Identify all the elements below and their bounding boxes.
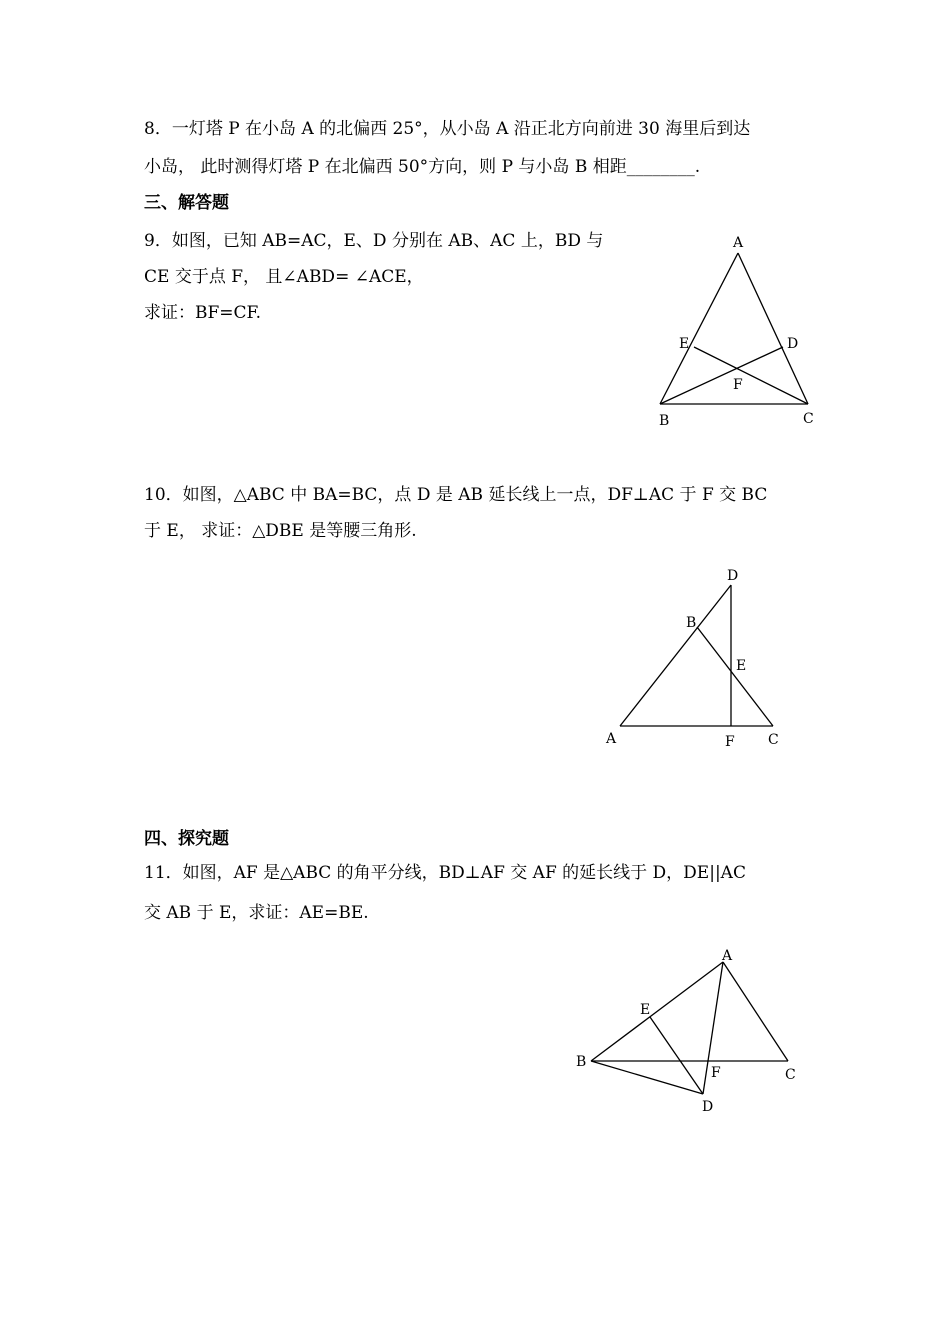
q10-label-c: C — [768, 732, 779, 748]
q9-label-b: B — [659, 413, 670, 429]
q9-figure — [650, 230, 840, 435]
q11-segment-ab — [591, 962, 723, 1061]
q8-line-1: 8．一灯塔 P 在小岛 A 的北偏西 25°，从小岛 A 沿正北方向前进 30 海里后到达 — [144, 119, 751, 139]
q11-segment-ed — [650, 1017, 703, 1094]
q10-label-f: F — [725, 734, 735, 750]
q9-segment-ab — [660, 253, 738, 404]
q10-segment-ad — [620, 585, 731, 726]
q10-line-2: 于 E， 求证：△DBE 是等腰三角形. — [144, 521, 417, 541]
q10-figure — [600, 560, 800, 755]
q9-line-2: CE 交于点 F， 且∠ABD= ∠ACE， — [144, 267, 424, 287]
q11-line-1: 11．如图，AF 是△ABC 的角平分线，BD⊥AF 交 AF 的延长线于 D，DE||AC — [144, 863, 746, 883]
q9-label-f: F — [733, 377, 743, 393]
q9-label-d: D — [787, 336, 799, 352]
q10-line-1: 10．如图，△ABC 中 BA=BC，点 D 是 AB 延长线上一点，DF⊥AC 于 F 交 BC — [144, 485, 768, 505]
q11-line-2: 交 AB 于 E，求证：AE=BE. — [144, 903, 369, 923]
q9-label-c: C — [803, 411, 814, 427]
q8-line-2: 小岛， 此时测得灯塔 P 在北偏西 50°方向，则 P 与小岛 B 相距________. — [144, 157, 701, 177]
section-3-heading: 三、解答题 — [144, 193, 229, 213]
q9-segment-bd — [660, 347, 783, 404]
q11-label-e: E — [640, 1002, 651, 1018]
q9-label-e: E — [679, 336, 690, 352]
q11-segment-bd — [591, 1061, 703, 1094]
q11-segment-ac — [723, 962, 788, 1061]
section-4-heading: 四、探究题 — [144, 829, 229, 849]
q9-segment-ac — [738, 253, 808, 404]
q10-label-d: D — [727, 568, 739, 584]
q9-label-a: A — [733, 235, 744, 251]
q11-label-b: B — [576, 1054, 587, 1070]
q11-figure — [570, 940, 805, 1120]
q9-line-3: 求证：BF=CF. — [144, 303, 262, 323]
q9-segment-ce — [694, 347, 808, 404]
q10-label-e: E — [736, 658, 747, 674]
q11-label-f: F — [711, 1065, 721, 1081]
q11-label-c: C — [785, 1067, 796, 1083]
q11-label-a: A — [722, 948, 733, 964]
q10-label-b: B — [686, 615, 697, 631]
q10-segment-bc — [697, 627, 773, 726]
q11-label-d: D — [702, 1099, 714, 1115]
q10-label-a: A — [606, 731, 617, 747]
q9-line-1: 9．如图，已知 AB=AC，E、D 分别在 AB、AC 上，BD 与 — [144, 231, 604, 251]
